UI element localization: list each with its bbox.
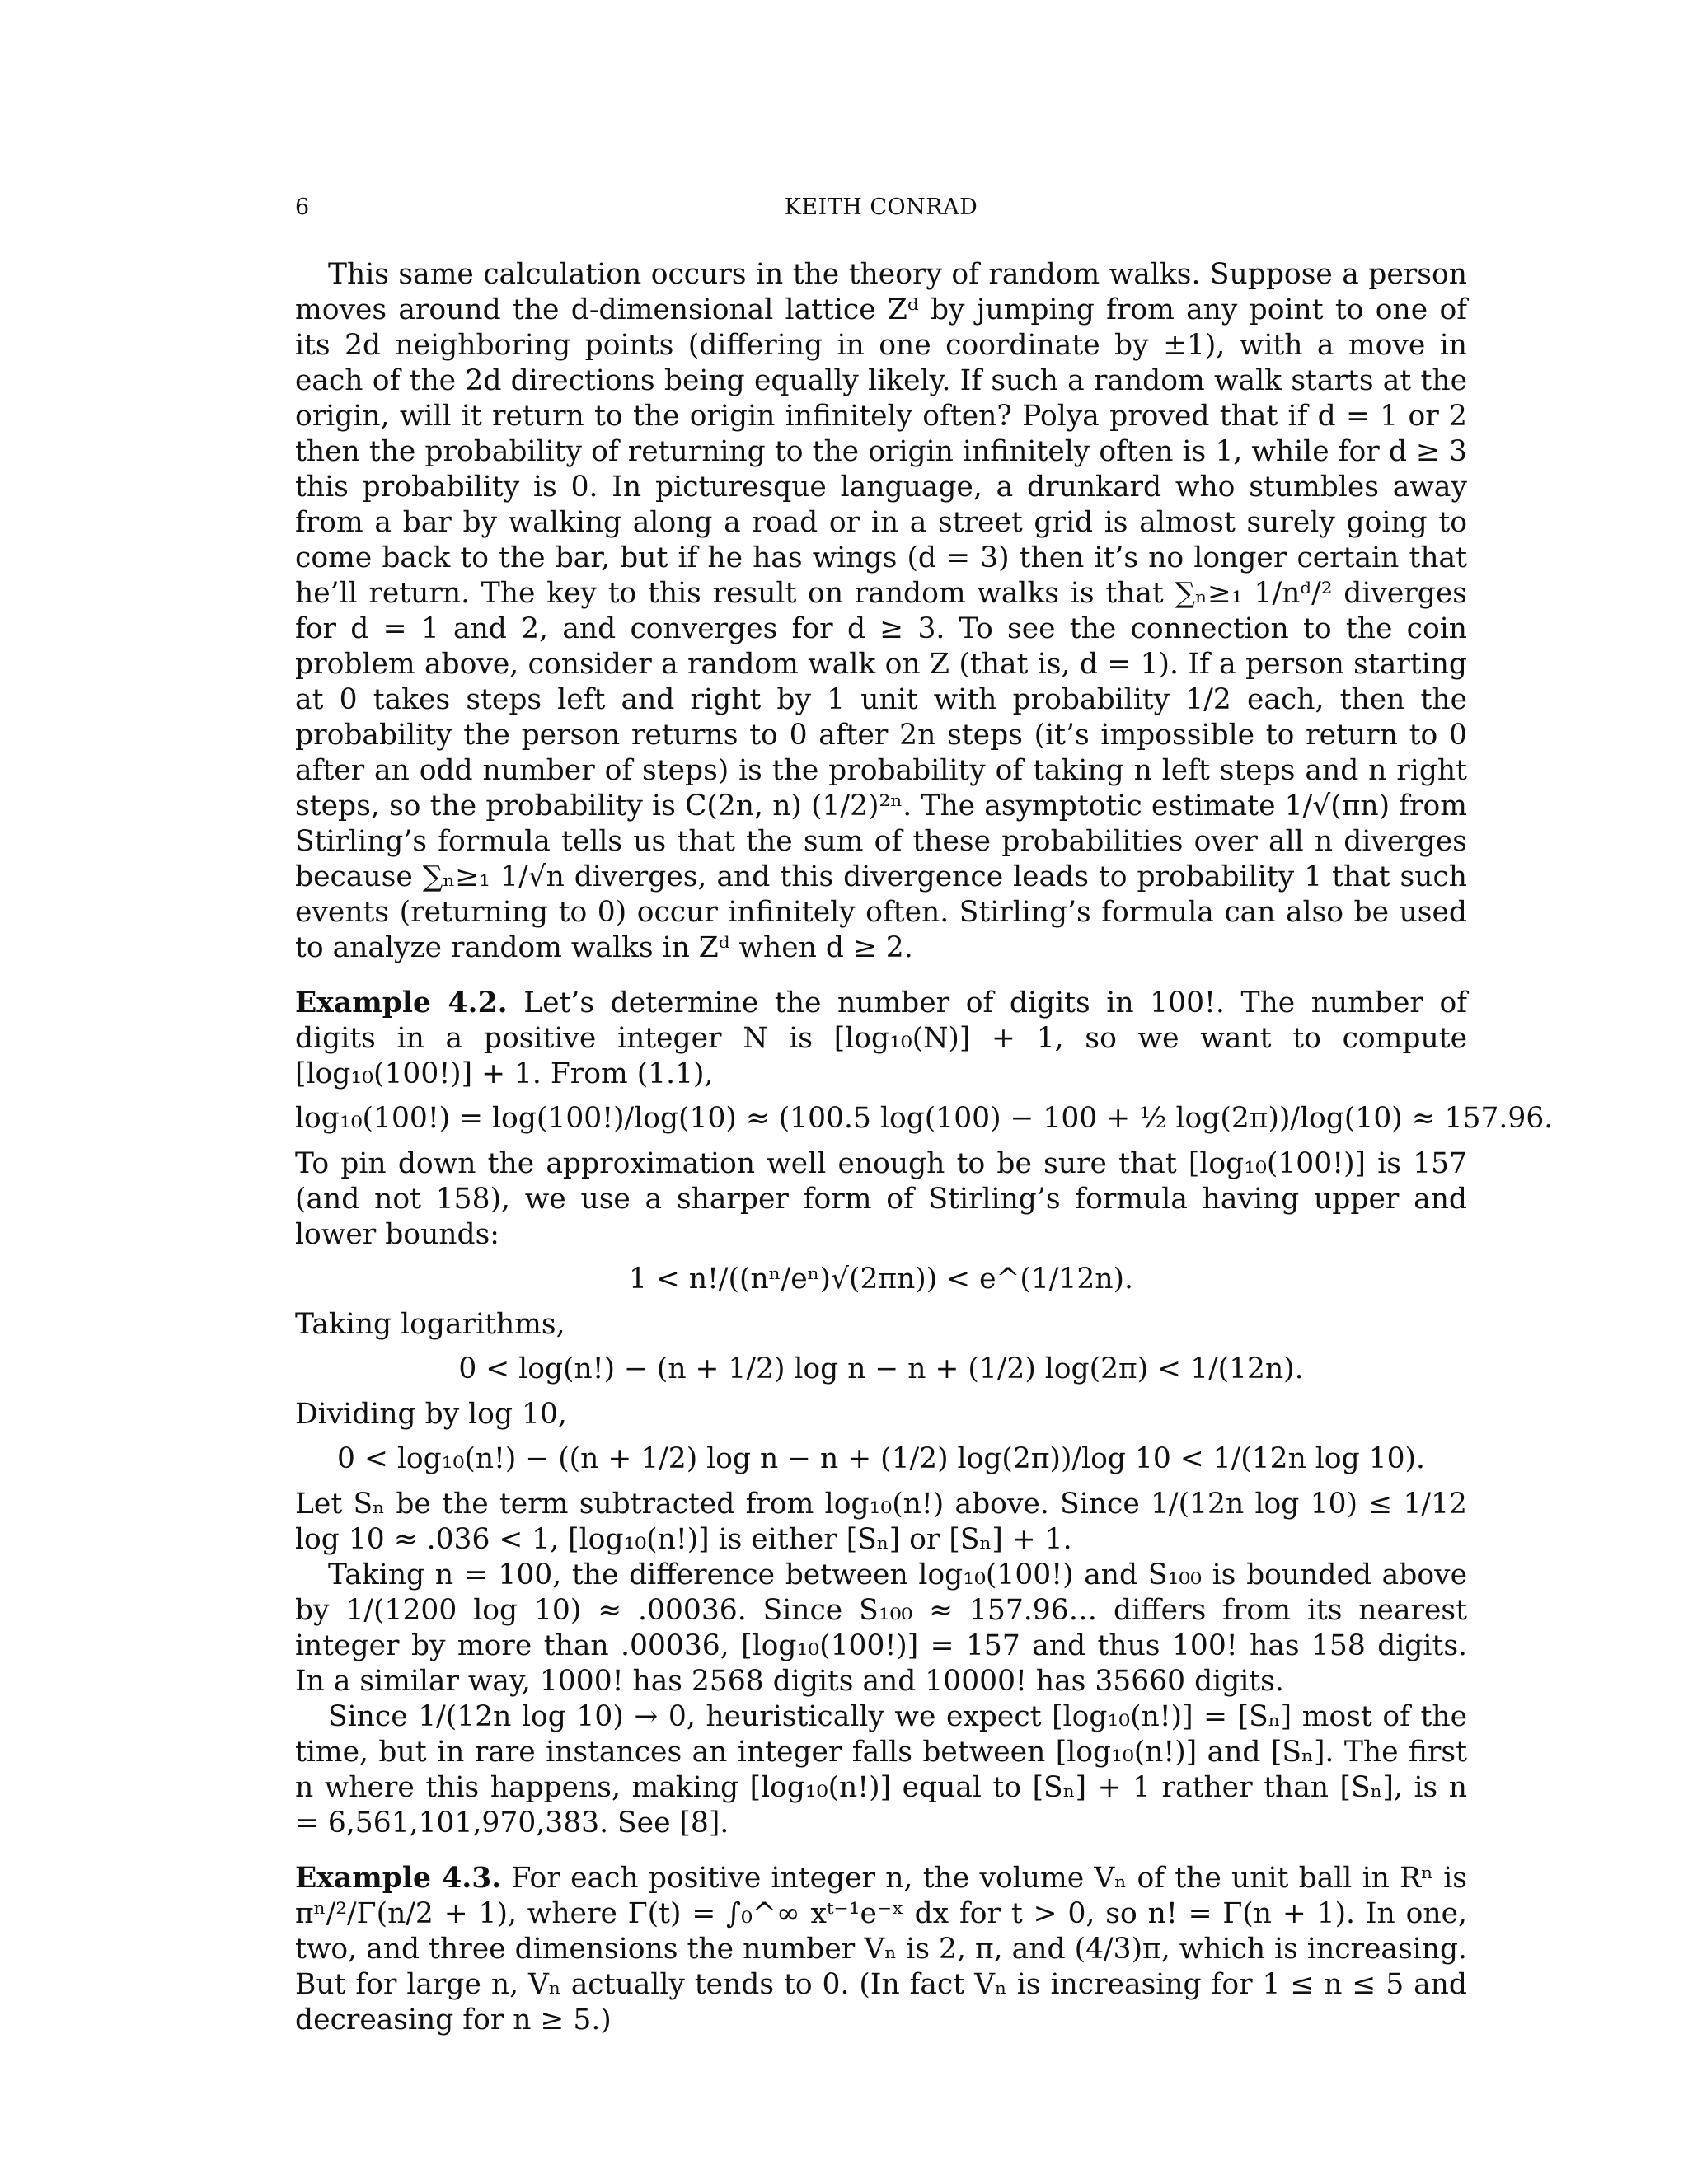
paragraph-heuristic: Since 1/(12n log 10) → 0, heuristically we expect [log₁₀(n!)] = [Sₙ] most of the time, but in rare instances an integer falls between [log₁₀(n!)] and [Sₙ]. The first n where this happens, making [log₁₀(n!)] equal to [Sₙ] + 1 rather than [Sₙ], is n = 6,561,101,970,383. See [8]. <box>295 1700 1467 1840</box>
equation-log10-bounds: 0 < log₁₀(n!) − ((n + 1/2) log n − n + (1/2) log(2π))/log 10 < 1/(12n log 10). <box>337 1442 1425 1475</box>
paragraph-sn-definition: Let Sₙ be the term subtracted from log₁₀(n!) above. Since 1/(12n log 10) ≤ 1/12 log 10 ≈ .036 < 1, [log₁₀(n!)] is either [Sₙ] or [Sₙ] + 1. <box>295 1488 1467 1556</box>
example-4-2 <box>295 986 1467 1092</box>
paragraph-random-walks: This same calculation occurs in the theory of random walks. Suppose a person moves around the d-dimensional lattice Zᵈ by jumping from any point to one of its 2d neighboring points (differing in one coordinate by ±1), with a move in each of the 2d directions being equally likely. If such a random walk starts at the origin, will it return to the origin infinitely often? Polya proved that if d = 1 or 2 then the probability of returning to the origin infinitely often is 1, while for d ≥ 3 this probability is 0. In picturesque language, a drunkard who stumbles away from a bar by walking along a road or in a street grid is almost surely going to come back to the bar, but if he has wings (d = 3) then it’s no longer certain that he’ll return. The key to this result on random walks is that ∑ₙ≥₁ 1/nᵈ/² diverges for d = 1 and 2, and converges for d ≥ 3. To see the connection to the coin problem above, consider a random walk on Z (that is, d = 1). If a person starting at 0 takes steps left and right by 1 unit with probability 1/2 each, then the probability the person returns to 0 after 2n steps (it’s impossible to return to 0 after an odd number of steps) is the probability of taking n left steps and n right steps, so the probability is C(2n, n) (1/2)²ⁿ. The asymptotic estimate 1/√(πn) from Stirling’s formula tells us that the sum of these probabilities over all n diverges because ∑ₙ≥₁ 1/√n diverges, and this divergence leads to probability 1 that such events (returning to 0) occur infinitely often. Stirling’s formula can also be used to analyze random walks in Zᵈ when d ≥ 2. <box>295 258 1467 964</box>
example-4-3 <box>295 1861 1467 2038</box>
example-4-3-label: Example 4.3. <box>295 1862 502 1895</box>
equation-log-bounds: 0 < log(n!) − (n + 1/2) log n − n + (1/2) log(2π) < 1/(12n). <box>458 1352 1304 1385</box>
equation-log10-100-factorial: log₁₀(100!) = log(100!)/log(10) ≈ (100.5 log(100) − 100 + ½ log(2π))/log(10) ≈ 157.96. <box>295 1102 1554 1135</box>
example-4-2-label: Example 4.2. <box>295 987 508 1019</box>
page-number: 6 <box>295 194 310 220</box>
example-4-2-text: Let’s determine the number of digits in 100!. The number of digits in a positive integer N is [log₁₀(N)] + 1, so we want to compute [log₁₀(100!)] + 1. From (1.1), <box>295 987 1468 1090</box>
running-title: KEITH CONRAD <box>784 194 978 220</box>
equation-stirling-bounds: 1 < n!/((nⁿ/eⁿ)√(2πn)) < e^(1/12n). <box>629 1263 1133 1296</box>
paragraph-taking-n-100: Taking n = 100, the difference between log₁₀(100!) and S₁₀₀ is bounded above by 1/(1200 log 10) ≈ .00036. Since S₁₀₀ ≈ 157.96… differs from its nearest integer by more than .00036, [log₁₀(100!)] = 157 and thus 100! has 158 digits. In a similar way, 1000! has 2568 digits and 10000! has 35660 digits. <box>295 1558 1467 1698</box>
example-4-3-text: For each positive integer n, the volume Vₙ of the unit ball in Rⁿ is πⁿ/²/Γ(n/2 + 1), where Γ(t) = ∫₀^∞ xᵗ⁻¹e⁻ˣ dx for t > 0, so n! = Γ(n + 1). In one, two, and three dimensions the number Vₙ is 2, π, and (4/3)π, which is increasing. But for large n, Vₙ actually tends to 0. (In fact Vₙ is increasing for 1 ≤ n ≤ 5 and decreasing for n ≥ 5.) <box>295 1862 1467 2036</box>
text-dividing-by-log10: Dividing by log 10, <box>295 1398 567 1431</box>
running-head <box>295 190 1467 223</box>
text-taking-logarithms: Taking logarithms, <box>295 1308 565 1341</box>
paper-page <box>295 190 1554 2038</box>
paragraph-sharper-stirling: To pin down the approximation well enough to be sure that [log₁₀(100!)] is 157 (and not 158), we use a sharper form of Stirling’s formula having upper and lower bounds: <box>295 1147 1467 1251</box>
